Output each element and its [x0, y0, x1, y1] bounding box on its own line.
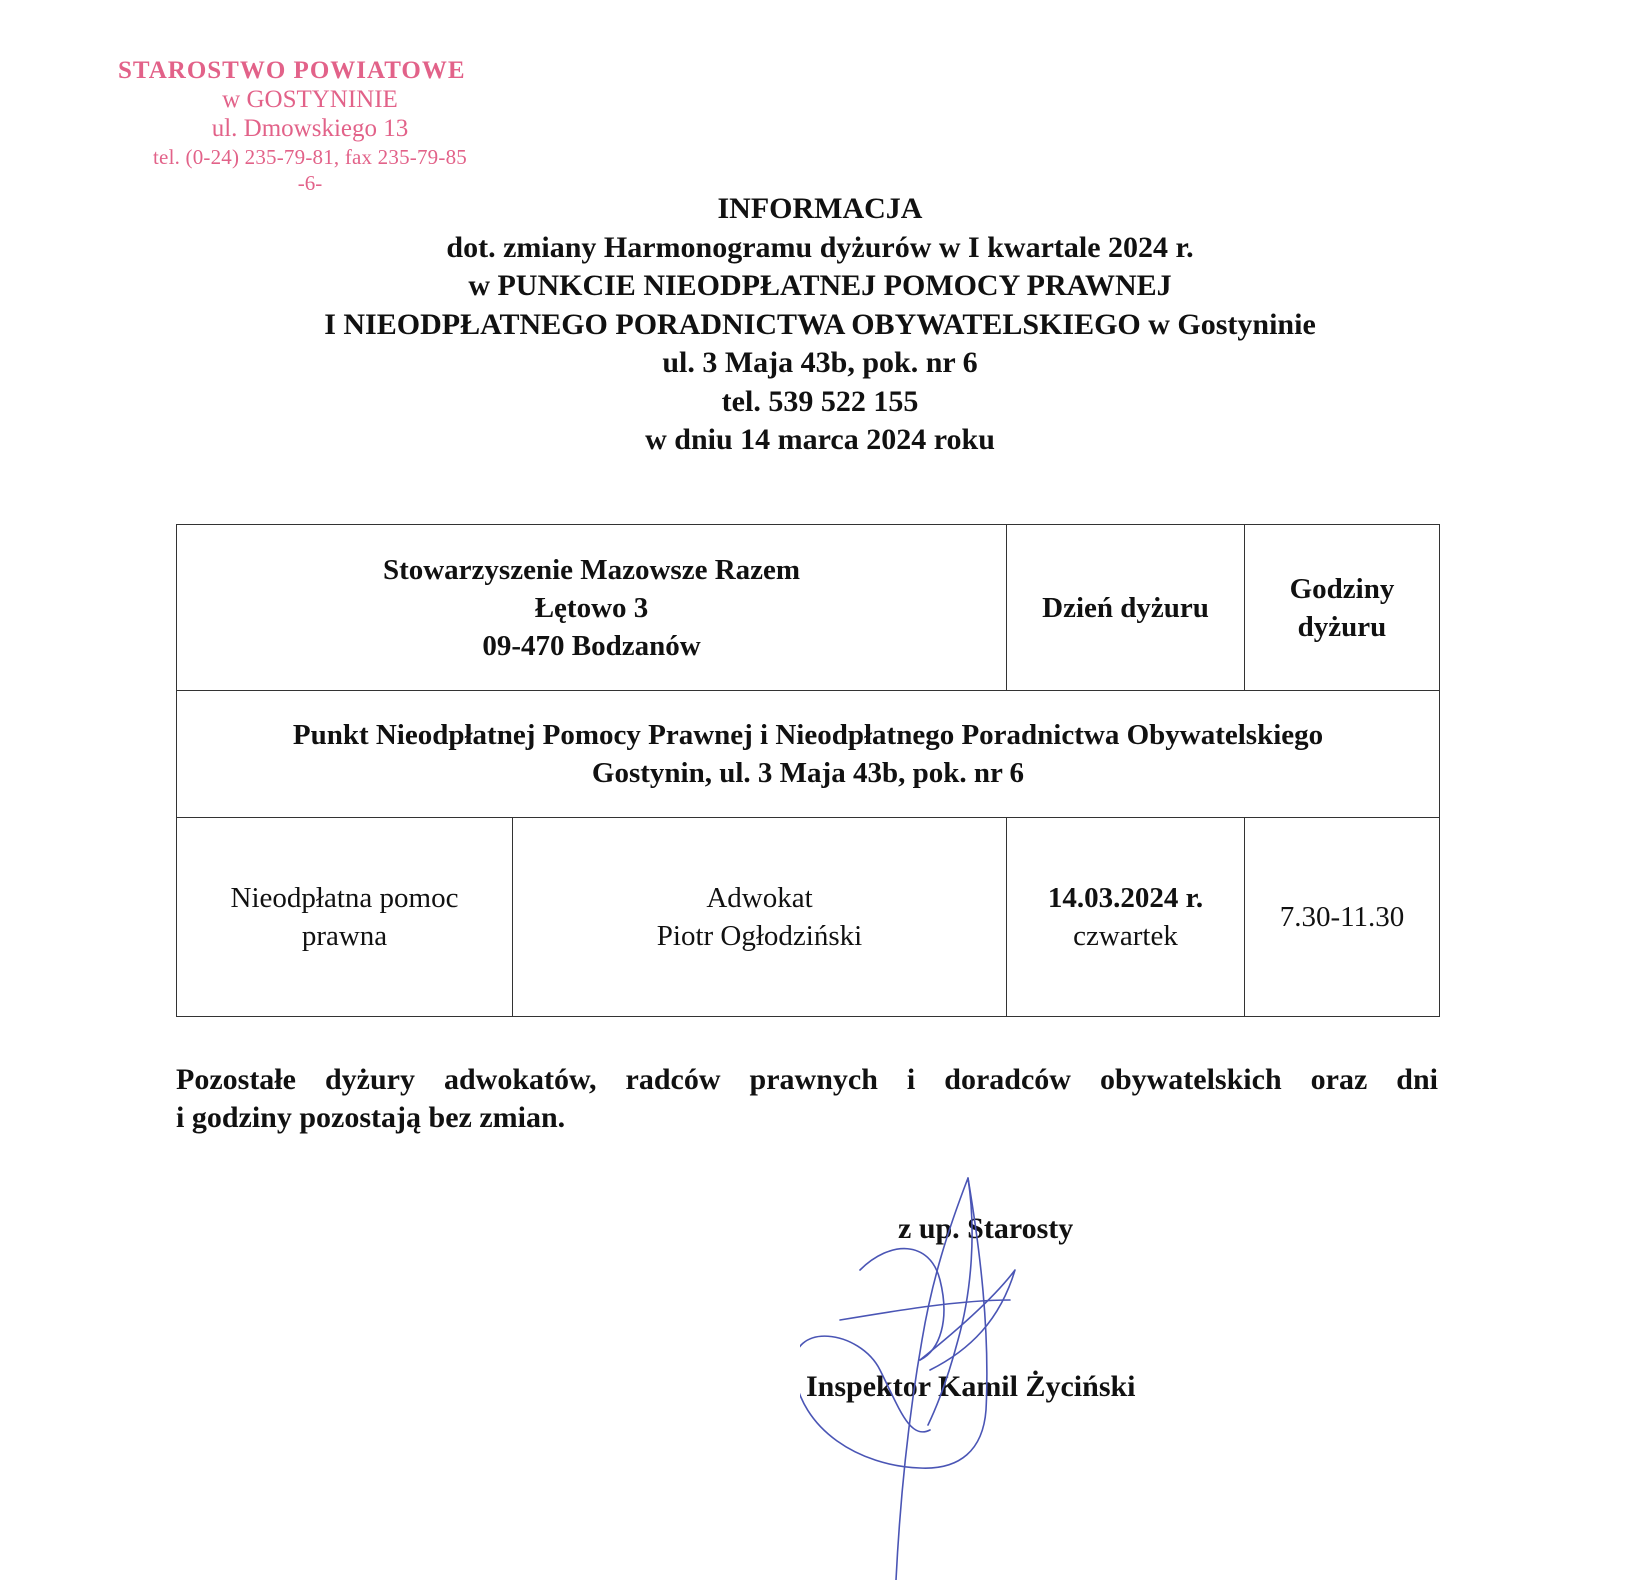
- hours-cell: [1245, 818, 1440, 1017]
- organization-name: Stowarzyszenie Mazowsze Razem: [382, 553, 801, 586]
- table-header-row: [177, 525, 1440, 691]
- hours-header-line-2: dyżuru: [1297, 610, 1387, 643]
- signature-stroke-2: [860, 1249, 944, 1360]
- day-header-cell: [1007, 525, 1245, 691]
- organization-city: 09-470 Bodzanów: [482, 629, 701, 662]
- duty-hours: 7.30-11.30: [1279, 901, 1405, 933]
- point-line-2: Gostynin, ul. 3 Maja 43b, pok. nr 6: [591, 757, 1025, 789]
- stamp-line-5: -6-: [297, 171, 323, 195]
- service-line-2: prawna: [301, 920, 388, 952]
- date-cell: [1007, 818, 1245, 1017]
- duty-weekday: czwartek: [1073, 920, 1178, 952]
- point-line-1: Punkt Nieodpłatnej Pomocy Prawnej i Nieodpłatnego Poradnictwa Obywatelskiego: [292, 719, 1324, 751]
- person-name: Piotr Ogłodziński: [656, 920, 863, 952]
- point-row: [177, 691, 1440, 818]
- document-title: INFORMACJA: [717, 192, 923, 225]
- person-cell: [513, 818, 1007, 1017]
- signatory-name: Inspektor Kamil Życiński: [806, 1370, 1136, 1403]
- note-line-2: i godziny pozostają bez zmian.: [176, 1101, 566, 1134]
- stamp-line-4: tel. (0-24) 235-79-81, fax 235-79-85: [153, 145, 467, 169]
- heading-line-3: w PUNKCIE NIEODPŁATNEJ POMOCY PRAWNEJ: [468, 269, 1172, 302]
- office-stamp: [110, 56, 510, 194]
- note-paragraph: [176, 1061, 1438, 1137]
- heading-line-6: tel. 539 522 155: [721, 384, 919, 418]
- point-cell: [177, 691, 1440, 818]
- note-line-1: Pozostałe dyżury adwokatów, radców prawnych i doradców obywatelskich oraz dni: [176, 1063, 1438, 1096]
- handwritten-signature: [800, 1170, 1100, 1580]
- heading-line-5: ul. 3 Maja 43b, pok. nr 6: [662, 346, 978, 379]
- signature-stroke-4: [800, 1178, 987, 1468]
- stamp-line-3: ul. Dmowskiego 13: [211, 115, 409, 142]
- hours-header-line-1: Godziny: [1289, 572, 1395, 605]
- service-cell: [177, 818, 513, 1017]
- heading-line-2: dot. zmiany Harmonogramu dyżurów w I kwartale 2024 r.: [446, 230, 1194, 264]
- day-header: Dzień dyżuru: [1042, 591, 1209, 624]
- organization-street: Łętowo 3: [534, 591, 649, 624]
- service-line-1: Nieodpłatna pomoc: [230, 882, 459, 914]
- table-row: [177, 818, 1440, 1017]
- signature-stroke-1: [896, 1178, 972, 1580]
- heading-line-4: I NIEODPŁATNEGO PORADNICTWA OBYWATELSKIEGO w Gostyninie: [324, 307, 1316, 341]
- stamp-line-2: w GOSTYNINIE: [222, 86, 398, 113]
- stamp-line-1: STAROSTWO POWIATOWE: [118, 57, 466, 84]
- heading-line-7: w dniu 14 marca 2024 roku: [645, 423, 995, 456]
- document-heading: [0, 190, 1640, 460]
- hours-header-cell: [1245, 525, 1440, 691]
- duty-date: 14.03.2024 r.: [1047, 882, 1204, 914]
- person-role: Adwokat: [706, 882, 813, 914]
- organization-cell: [177, 525, 1007, 691]
- authority-label: z up. Starosty: [898, 1212, 1074, 1245]
- schedule-table: [176, 524, 1440, 1017]
